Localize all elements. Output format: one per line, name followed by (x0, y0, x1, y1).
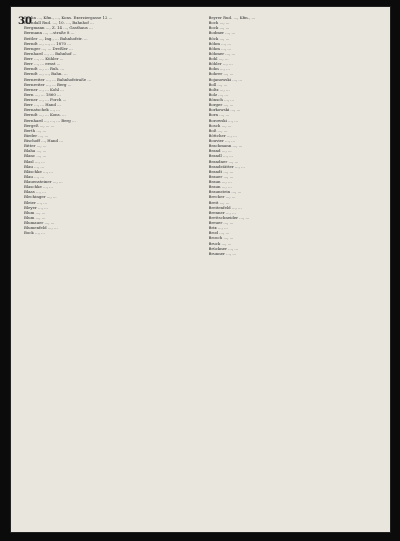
directory-entry: Böhm ..., ... (208, 40, 232, 46)
directory-entry: Boß ..., ... (208, 127, 228, 133)
directory-entry: Blumauer ..., ... (24, 220, 55, 225)
directory-entry: Berner ..., ... Forch ... (24, 97, 67, 102)
directory-entry: Boch ..., ... (208, 20, 230, 26)
directory-entry: Berth ..., ... (24, 127, 47, 133)
directory-entry: Bohn ..., ... (208, 66, 230, 72)
directory-entry: Blanc ..., ... (24, 153, 47, 159)
directory-entry: Brenner ..., ... (208, 209, 236, 215)
directory-entry: Bermann ..., ...straße 8 ... (24, 30, 75, 36)
directory-entry: Bergeß ..., ... ... (24, 122, 55, 128)
directory-entry: Beyrer Rud. ..., Kfm., ... (208, 15, 256, 20)
directory-entry: Brandstätter ..., ... (208, 163, 245, 169)
directory-entry: Brandl ..., ... (208, 153, 233, 159)
directory-entry: Bosch ..., ... (208, 122, 232, 128)
directory-entry: Blechinger ..., ... (24, 194, 57, 200)
directory-entry: Berlin ..., Kfm., ..., Kons. Exerziergasse 12 ... (24, 15, 113, 20)
directory-entry: Bruck ..., ... (208, 240, 232, 246)
directory-entry: Bernhard ..., ... Bahnhof ... (24, 50, 77, 56)
directory-entry: Bock ..., ... (24, 230, 45, 236)
directory-entry: Brückner ..., ... (208, 245, 239, 251)
directory-entry: Blum ..., ... (24, 209, 46, 215)
directory-entry: Bolz ..., ... (208, 91, 229, 97)
directory-entry: Bitter ..., ... (24, 143, 47, 149)
directory-entry: Breitenfeld ..., ... (208, 204, 242, 210)
directory-entry: Borndall Rud. ..., 10. ..., Bahnhof ... (24, 20, 94, 26)
columns (24, 15, 385, 521)
directory-entry: Blaas ..., ... (24, 189, 46, 195)
directory-entry: Bouvier ..., ... (208, 138, 235, 143)
directory-entry: Borkowski ..., ... (208, 107, 241, 113)
directory-entry: Brandt ..., ... (208, 168, 234, 174)
directory-entry: Bergmann ..., Z. 14 ..., Gasthaus ... (24, 25, 93, 31)
directory-entry: Bernhard ..., ..., ... Berg ... (24, 117, 76, 123)
directory-entry: Bläschke ..., ... (24, 168, 53, 174)
directory-entry: Brand ..., ... (208, 148, 232, 154)
directory-entry: Braunstein ..., ... (208, 189, 242, 195)
directory-entry: Bönsch ..., ... (208, 97, 235, 102)
directory-entry: Bern ..., ... 1860 ... (24, 91, 61, 97)
directory-entry: Breuer ..., ... (208, 220, 234, 225)
directory-entry: Berner ..., ... Kohl ... (24, 86, 64, 92)
directory-entry: Blauensteiner ..., ... (24, 179, 63, 184)
column-right (209, 15, 386, 521)
column-left (24, 15, 201, 521)
directory-entry: Brauer ..., ... (208, 173, 234, 179)
directory-entry: Borowski ..., ... (208, 117, 238, 123)
directory-entry: Berr ..., ... ernst ... (24, 61, 61, 67)
directory-entry: Bernreiter ..., ... Berg ... (24, 81, 72, 87)
directory-entry: Brecher ..., ... (208, 194, 236, 200)
directory-entry: Brosch ..., ... (208, 235, 234, 241)
directory-entry: Boltz ..., ... (208, 86, 230, 92)
directory-entry: Böhm ..., ... (208, 45, 232, 51)
directory-entry: Boll ..., ... (208, 81, 228, 87)
directory-entry: Breit ..., ... (208, 199, 230, 205)
page-number: 30 (18, 16, 32, 27)
directory-entry: Berndt ..., ..., Bahn. ... (24, 71, 68, 77)
directory-entry: Bleier ..., ... (24, 199, 47, 205)
directory-entry: Bodmer ..., ... (208, 30, 236, 36)
directory-entry: Bohl ..., ... (208, 56, 229, 61)
directory-entry: Bojanowski ..., ... (208, 76, 243, 82)
directory-entry: Böhler ..., ... (208, 61, 233, 67)
directory-entry: Berr ..., ... Kühler ... (24, 56, 64, 61)
directory-entry: Böttcher ..., ... (208, 132, 237, 138)
directory-entry: Blumenfeld ..., ... (24, 225, 58, 231)
directory-entry: Bernger ..., ... Dreßler ... (24, 45, 73, 51)
directory-entry: Blaschke ..., ... (24, 184, 53, 190)
directory-entry: Böck ..., ... (208, 35, 230, 41)
directory-entry: Böhmer ..., ... (208, 50, 236, 56)
directory-entry: Berndt ..., ... Kons. ... (24, 112, 66, 118)
directory-entry: Berr ..., ... Hand ... (24, 102, 61, 108)
directory-entry: Blaha ..., ... (24, 148, 47, 154)
directory-entry: Blau ..., ... (24, 163, 45, 169)
directory-entry: Brettschneider ..., ... (208, 214, 250, 220)
directory-entry: Brunner ..., ... (208, 250, 237, 256)
directory-entry: Brod ..., ... (208, 230, 230, 236)
directory-entry: Bernatschek ..., ... (24, 107, 60, 113)
directory-entry: Beitler ..., Ing., ... Bahnhofstr. ... (24, 35, 88, 41)
directory-entry: Bieder ..., ... (24, 132, 49, 138)
directory-entry: Born ..., ... (208, 112, 230, 118)
directory-entry: Brachmann ..., ... (208, 143, 243, 149)
directory-entry: Berndt ..., ... Ruh. ... (24, 66, 65, 72)
directory-entry: Blasl ..., ... (24, 158, 45, 164)
directory-entry: Braun ..., ... (208, 179, 232, 184)
directory-entry: Brix ..., ... (208, 225, 228, 231)
directory-entry: Bohrer ..., ... (208, 71, 234, 77)
directory-entry: Bischoff ..., Hand ... (24, 138, 63, 143)
directory-page (10, 6, 391, 533)
directory-entry: Brandner ..., ... (208, 158, 239, 164)
directory-entry: Bernreiter ..., ... Bahnhofstraße ... (24, 76, 92, 82)
directory-entry: Braun ..., ... (208, 184, 232, 190)
directory-entry: Bleyer ..., ... (24, 204, 48, 210)
directory-entry: Borger ..., ... (208, 102, 234, 108)
directory-entry: Bock ..., ... (208, 25, 230, 31)
directory-entry: Berndt ..., ..., ... 1870 ... (24, 40, 71, 46)
directory-entry: Blum ..., ... (24, 214, 46, 220)
directory-entry: Blau ..., ... (24, 173, 45, 179)
